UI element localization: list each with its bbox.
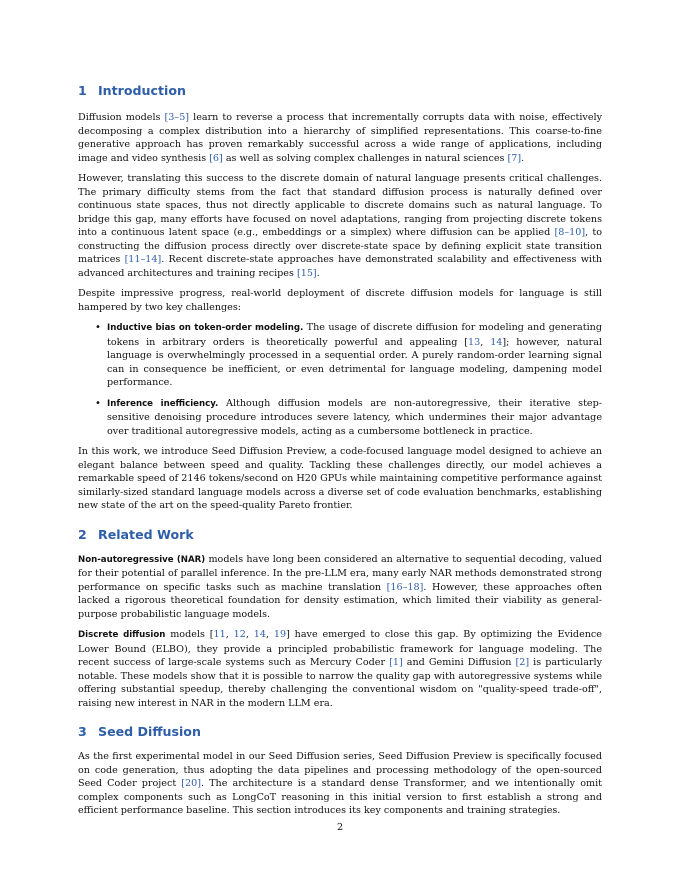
text-run: . However, these approaches often lacked a rigorous theoretical foundation for density estimation, which limited their viability as general-purpose probabilistic language models.	[78, 581, 602, 620]
bullet-label: Inductive bias on token-order modeling.	[107, 323, 304, 333]
citation-link[interactable]: [3–5]	[164, 112, 190, 123]
text-run: .	[316, 267, 320, 279]
intro-paragraph-3: Despite impressive progress, real-world deployment of discrete diffusion models for language is still hampered by two key challenges:	[78, 288, 602, 313]
text-run: .	[521, 152, 525, 164]
section-title: Introduction	[98, 83, 186, 98]
text-run: Although diffusion models are non-autoregressive, their iterative step-sensitive denoising procedure introduces severe latency, which undermines their major advantage over traditional autoregressive models, acting as a cumbersome bottleneck in practice.	[107, 397, 602, 437]
section-title: Seed Diffusion	[98, 724, 201, 739]
section-number: 3	[78, 724, 87, 739]
citation-link[interactable]: 12	[233, 629, 246, 640]
related-paragraph-1	[78, 553, 602, 622]
text-run: ,	[265, 629, 274, 640]
text-run: However, translating this success to the discrete domain of natural language presents critical challenges. The primary difficulty stems from the fact that standard diffusion process is naturally defined over continuous state spaces, thus not directly applicable to discrete domains such as natural language. To bridge this gap, many efforts have focused on novel adaptations, ranging from projecting discrete tokens into a continuous latent space (e.g., embeddings or a simplex) where diffusion can be applied	[78, 173, 602, 238]
text-run: as well as solving complex challenges in natural sciences	[222, 152, 508, 164]
text-run: and Gemini Diffusion	[402, 657, 516, 668]
citation-link[interactable]: [16–18]	[386, 581, 424, 593]
intro-paragraph-1	[78, 111, 602, 165]
citation-link[interactable]: [1]	[389, 657, 403, 668]
list-item	[107, 321, 602, 390]
text-run: The usage of discrete diffusion for modeling and generating tokens in arbitrary orders is theoretically powerful and appealing [	[107, 322, 602, 348]
text-run: ,	[245, 629, 254, 640]
citation-link[interactable]: 19	[273, 629, 287, 640]
text-run: , to constructing the diffusion process directly over discrete-state space by defining explicit state transition matrices	[78, 227, 602, 265]
citation-link[interactable]: 11	[213, 629, 226, 640]
related-paragraph-2	[78, 628, 602, 710]
citation-link[interactable]: [2]	[515, 657, 530, 668]
citation-link[interactable]: [11–14]	[124, 254, 162, 265]
citation-link[interactable]: 14	[490, 336, 503, 348]
text-run: models [	[165, 629, 214, 640]
section-heading-seed-diffusion	[78, 723, 602, 741]
citation-link[interactable]: [7]	[507, 152, 522, 164]
section-title: Related Work	[98, 526, 194, 542]
text-run: ] have emerged to close this gap. By optimizing the Evidence Lower Bound (ELBO), they provide a principled probabilistic framework for language modeling. The recent success of large-scale systems such as Mercury Coder	[78, 629, 602, 668]
paper-page	[78, 82, 602, 818]
section-number: 1	[78, 83, 87, 98]
section-heading-related-work	[78, 526, 602, 544]
text-run: is particularly notable. These models show that it is possible to narrow the quality gap with autoregressive systems while offering substantial speedup, thereby challenging the conventional wisdom on "quality-speed trade-off", raising new interest in NAR in the modern LLM era.	[78, 657, 602, 709]
intro-paragraph-2	[78, 172, 602, 280]
bullet-label: Inference inefficiency.	[107, 398, 219, 409]
citation-link[interactable]: 13	[468, 336, 481, 348]
text-run: learn to reverse a process that incrementally corrupts data with noise, effectively decomposing a complex distribution into a hierarchy of simplified representations. This coarse-to-fine generative approach has proven remarkably successful across a wide range of applications, including image and video synthesis	[78, 112, 602, 164]
section-number: 2	[78, 526, 87, 542]
intro-paragraph-4: In this work, we introduce Seed Diffusion Preview, a code-focused language model designed to achieve an elegant balance between speed and quality. Tackling these challenges directly, our model achieves a remarkable speed of 2146 tokens/second on H20 GPUs while maintaining competitive performance against similarly-sized standard language models across a diverse set of code evaluation benchmarks, establishing new state of the art on the speed-quality Pareto frontier.	[78, 446, 602, 511]
citation-link[interactable]: [20]	[181, 778, 201, 789]
page-number: 2	[336, 822, 344, 833]
paragraph-label: Discrete diffusion	[78, 630, 166, 640]
text-run: . Recent discrete-state approaches have demonstrated scalability and effectiveness with advanced architectures and training recipes	[78, 254, 603, 279]
text-run: ,	[480, 336, 491, 348]
text-run: models have long been considered an alternative to sequential decoding, valued for their potential of parallel inference. In the pre-LLM era, many early NAR methods demonstrated strong performance on specific tasks such as machine translation	[78, 553, 602, 593]
citation-link[interactable]: [8–10]	[554, 227, 586, 238]
paragraph-label: Non-autoregressive (NAR)	[78, 554, 206, 565]
text-run: ]; however, natural language is overwhelmingly processed in a sequential order. A purely random-order learning signal can in consequence be inefficient, or even detrimental for language modeling, dampening model performance.	[107, 336, 603, 388]
seed-paragraph-1	[78, 750, 602, 818]
challenges-list	[78, 321, 602, 438]
text-run: ,	[225, 629, 234, 640]
citation-link[interactable]: [15]	[296, 267, 317, 279]
text-run: . The architecture is a standard dense Transformer, and we intentionally omit complex components such as LongCoT reasoning in this initial version to first establish a strong and efficient performance baseline. This section introduces its key components and training strategies.	[78, 778, 602, 816]
text-run: As the first experimental model in our Seed Diffusion series, Seed Diffusion Preview is specifically focused on code generation, thus adopting the data pipelines and processing methodology of the open-sourced Seed Coder project	[78, 751, 602, 789]
citation-link[interactable]: 14	[253, 629, 266, 640]
text-run: Diffusion models	[78, 112, 165, 123]
section-heading-introduction	[78, 82, 602, 100]
citation-link[interactable]: [6]	[209, 152, 223, 164]
list-item	[107, 397, 602, 439]
